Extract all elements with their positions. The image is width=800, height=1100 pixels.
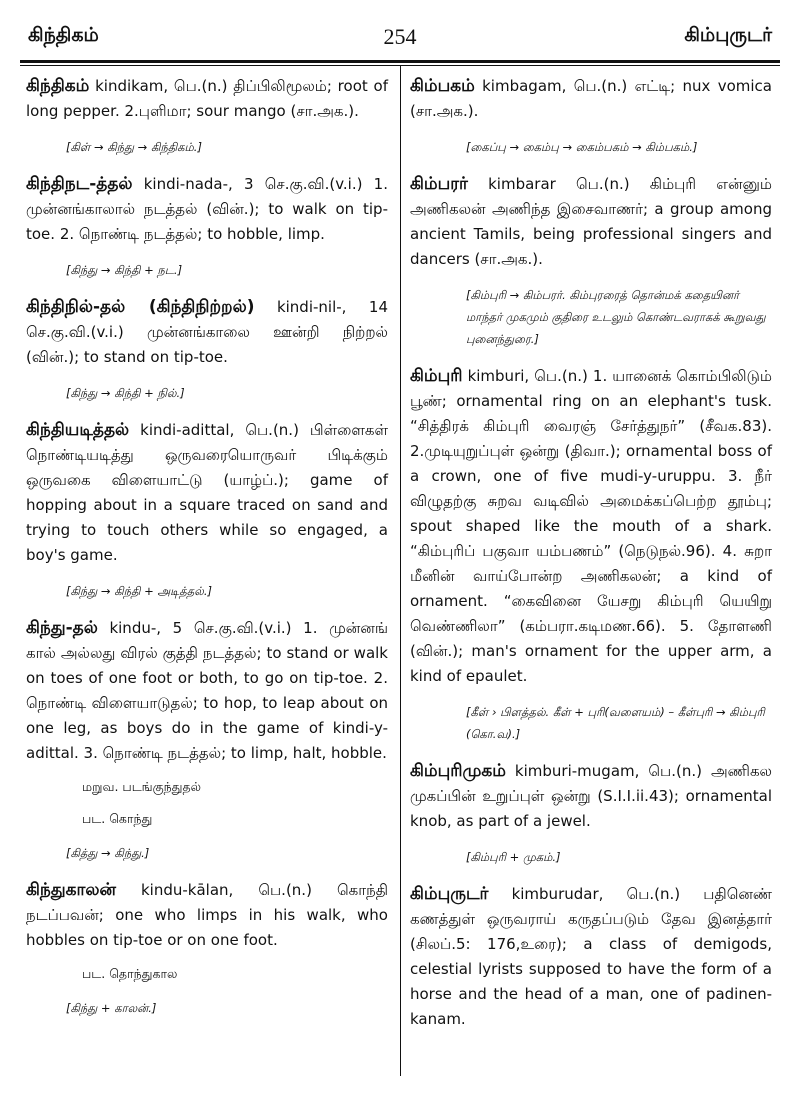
entry-text: kimburi-mugam, பெ.(n.) அணிகல முகப்பின் உறுப்புள் ஒன்று (S.I.I.ii.43); ornamental knob, as part of a jewel. bbox=[410, 762, 772, 830]
dictionary-entry bbox=[26, 616, 388, 766]
dictionary-entry bbox=[26, 878, 388, 953]
cognate-note: பட. கொந்து bbox=[82, 811, 153, 826]
headword: கிந்துகாலன் bbox=[26, 880, 116, 900]
right-column bbox=[410, 74, 772, 1036]
entry-text: kindu-kālan, பெ.(n.) கொந்தி நடப்பவன்; one who limps in his walk, who hobbles on tip-toe or on one foot. bbox=[26, 881, 388, 949]
headword: கிந்திகம் bbox=[26, 76, 90, 96]
dictionary-entry bbox=[410, 172, 772, 272]
left-column bbox=[26, 74, 388, 1033]
etymology: [கிந்து → கிந்தி + நில்.] bbox=[66, 386, 185, 400]
etymology: [கிம்புரி + முகம்.] bbox=[466, 850, 561, 864]
etymology: [கிந்து + காலன்.] bbox=[66, 1001, 157, 1015]
synonym-note: மறுவ. படங்குந்துதல் bbox=[82, 779, 202, 794]
etymology: [கிம்புரி → கிம்பரர். கிம்புரரைத் தொன்மக் கதையினர் மாந்தர் முகமும் குதிரை உடலும் கொண்டவராகக் கூறுவது புனைந்துரை.] bbox=[466, 288, 766, 346]
cognate-note: பட. தொந்துகால bbox=[82, 966, 178, 981]
entry-text: kimburi, பெ.(n.) 1. யானைக் கொம்பிலிடும் பூண்; ornamental ring on an elephant's tusk. “சித்திரக் கிம்புரி வைரஞ் சேர்த்துநர்” (சீவக.83). 2.முடியுறுப்புள் ஒன்று (திவா.); ornamental boss of a crown, one of five mudi-y-uruppu. 3. நீர் விழுதற்கு சுறவ வடிவில் அமைக்கப்பெற்ற தூம்பு; spout shaped like the mouth of a shark. “கிம்புரிப் பகுவா யம்பணம்” (நெடுநல்.96). 4. சுறா மீனின் வாய்போன்ற அணிகலன்; a kind of ornament. “கைவினை யேசறு கிம்புரி யெயிறு வெண்ணிலா” (கம்பரா.கடிமண.66). 5. தோளணி (வின்.); man's ornament for the upper arm, a kind of epaulet. bbox=[410, 367, 772, 685]
dictionary-entry bbox=[26, 418, 388, 568]
etymology: [கித்து → கிந்து.] bbox=[66, 846, 150, 860]
entry-text: kimbarar பெ.(n.) கிம்புரி என்னும் அணிகலன் அணிந்த இசைவாணர்; a group among ancient Tamils, being professional singers and dancers (சா.அக.). bbox=[410, 175, 772, 268]
entry-text: kindi-nada-, 3 செ.கு.வி.(v.i.) 1. முன்னங்காலால் நடத்தல் (வின்.); to walk on tip-toe. 2. நொண்டி நடத்தல்; to hobble, limp. bbox=[26, 175, 388, 243]
dictionary-entry bbox=[26, 74, 388, 124]
headword: கிந்திநில்-தல் (கிந்திநிற்றல்) bbox=[26, 297, 255, 317]
etymology: [கிந்து → கிந்தி + நட.] bbox=[66, 263, 183, 277]
dictionary-entry bbox=[410, 364, 772, 689]
page-number: 254 bbox=[383, 24, 417, 49]
headword: கிம்புரிமுகம் bbox=[410, 761, 506, 781]
etymology: [கைப்பு → கைம்பு → கைம்பகம் → கிம்பகம்.] bbox=[466, 140, 698, 154]
headword: கிம்பரர் bbox=[410, 174, 468, 194]
running-head-left: கிந்திகம் bbox=[28, 24, 99, 46]
column-divider bbox=[400, 66, 401, 1076]
dictionary-entry bbox=[26, 295, 388, 370]
dictionary-entry bbox=[26, 172, 388, 247]
headword: கிம்பகம் bbox=[410, 76, 475, 96]
entry-text: kindi-nil-, 14 செ.கு.வி.(v.i.) முன்னங்காலை ஊன்றி நிற்றல் (வின்.); to stand on tip-toe. bbox=[26, 298, 389, 366]
entry-text: kindu-, 5 செ.கு.வி.(v.i.) 1. முன்னங் கால் அல்லது விரல் குத்தி நடத்தல்; to stand or walk on toes of one foot or both, to go on tip-toe. 2. நொண்டி விளையாடுதல்; to hop, to leap about on one leg, as boys do in the game of kindi-y-adittal. 3. நொண்டி நடத்தல்; to limp, halt, hobble. bbox=[26, 619, 388, 762]
etymology: [கிந்து → கிந்தி + அடித்தல்.] bbox=[66, 584, 212, 598]
headword: கிந்து-தல் bbox=[26, 618, 98, 638]
dictionary-entry bbox=[410, 759, 772, 834]
dictionary-entry bbox=[410, 74, 772, 124]
headword: கிந்திநட-த்தல் bbox=[26, 174, 133, 194]
page-header bbox=[28, 24, 772, 54]
headword: கிம்புருடர் bbox=[410, 884, 489, 904]
headword: கிம்புரி bbox=[410, 366, 463, 386]
entry-text: kindi-adittal, பெ.(n.) பிள்ளைகள் நொண்டியடித்து ஒருவரையொருவர் பிடிக்கும் ஒருவகை விளையாட்டு (யாழ்ப்.); game of hopping about in a square traced on sand and trying to touch others while so engaged, a boy's game. bbox=[26, 421, 388, 564]
entry-text: kindikam, பெ.(n.) திப்பிலிமூலம்; root of long pepper. 2.புளிமா; sour mango (சா.அக.). bbox=[26, 77, 388, 120]
running-head-right: கிம்புருடர் bbox=[684, 24, 772, 46]
entry-text: kimburudar, பெ.(n.) பதினெண் கணத்துள் ஒருவராய் கருதப்படும் தேவ இனத்தார் (சிலப்.5: 176,உரை); a class of demigods, celestial lyrists supposed to have the form of a horse and the head of a man, one of padinen-kanam. bbox=[410, 885, 772, 1028]
dictionary-entry bbox=[410, 882, 772, 1032]
headword: கிந்தியடித்தல் bbox=[26, 420, 130, 440]
etymology: [கிள் → கிந்து → கிந்திகம்.] bbox=[66, 140, 202, 154]
etymology: [கீள் › பிளத்தல். கீள் + புரி(வளையம்) – கீள்புரி → கிம்புரி (கொ.வ).] bbox=[466, 705, 765, 741]
entry-text: kimbagam, பெ.(n.) எட்டி; nux vomica (சா.அக.). bbox=[410, 77, 772, 120]
